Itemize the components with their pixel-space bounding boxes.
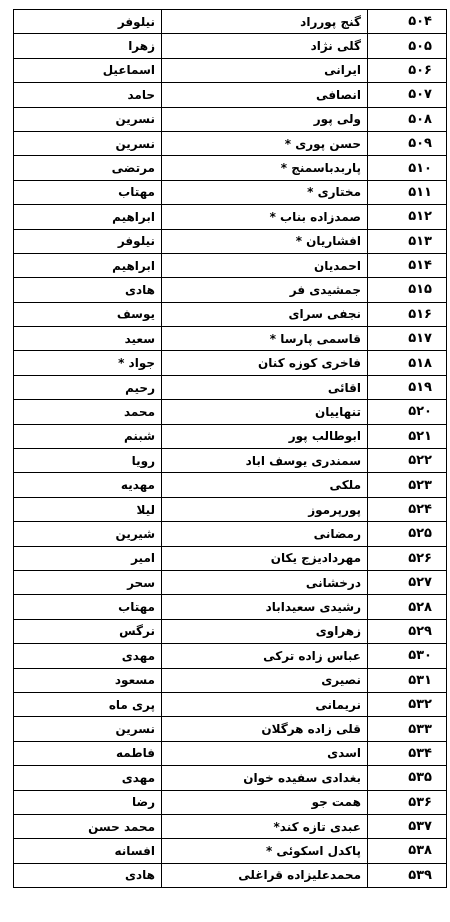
- row-number: ۵۰۴: [368, 10, 447, 34]
- row-number: ۵۳۸: [368, 839, 447, 863]
- first-name-cell: نسرین: [14, 107, 162, 131]
- first-name-cell: مرتضی: [14, 156, 162, 180]
- last-name-cell: صمدزاده بناب *: [162, 205, 368, 229]
- row-number: ۵۲۲: [368, 449, 447, 473]
- last-name-cell: اقائی: [162, 375, 368, 399]
- table-row: [14, 229, 447, 253]
- table-row: [14, 522, 447, 546]
- first-name-cell: رضا: [14, 790, 162, 814]
- first-name-cell: اسماعیل: [14, 58, 162, 82]
- first-name-cell: مسعود: [14, 668, 162, 692]
- table-row: [14, 400, 447, 424]
- row-number: ۵۳۶: [368, 790, 447, 814]
- last-name-cell: محمدعلیزاده قراغلی: [162, 863, 368, 887]
- roster-rows: [14, 10, 447, 888]
- table-row: [14, 180, 447, 204]
- first-name-cell: زهرا: [14, 34, 162, 58]
- table-row: [14, 278, 447, 302]
- row-number: ۵۲۶: [368, 546, 447, 570]
- last-name-cell: نجفی سرای: [162, 302, 368, 326]
- last-name-cell: قلی زاده هرگلان: [162, 717, 368, 741]
- row-number: ۵۳۳: [368, 717, 447, 741]
- last-name-cell: سمندری یوسف اباد: [162, 449, 368, 473]
- row-number: ۵۲۱: [368, 424, 447, 448]
- last-name-cell: اسدی: [162, 741, 368, 765]
- row-number: ۵۱۹: [368, 375, 447, 399]
- first-name-cell: مهدی: [14, 766, 162, 790]
- table-row: [14, 863, 447, 887]
- row-number: ۵۳۱: [368, 668, 447, 692]
- first-name-cell: لیلا: [14, 497, 162, 521]
- table-row: [14, 10, 447, 34]
- roster-table: [13, 9, 447, 888]
- first-name-cell: پری ماه: [14, 692, 162, 716]
- last-name-cell: نریمانی: [162, 692, 368, 716]
- last-name-cell: فاخری کوزه کنان: [162, 351, 368, 375]
- row-number: ۵۲۹: [368, 619, 447, 643]
- table-row: [14, 83, 447, 107]
- table-row: [14, 253, 447, 277]
- first-name-cell: یوسف: [14, 302, 162, 326]
- first-name-cell: نسرین: [14, 131, 162, 155]
- first-name-cell: فاطمه: [14, 741, 162, 765]
- table-row: [14, 375, 447, 399]
- row-number: ۵۳۷: [368, 814, 447, 838]
- table-row: [14, 351, 447, 375]
- row-number: ۵۳۰: [368, 644, 447, 668]
- roster-sheet: [13, 9, 443, 888]
- first-name-cell: محمد: [14, 400, 162, 424]
- table-row: [14, 107, 447, 131]
- last-name-cell: نصیری: [162, 668, 368, 692]
- first-name-cell: ابراهیم: [14, 253, 162, 277]
- last-name-cell: احمدیان: [162, 253, 368, 277]
- last-name-cell: قاسمی پارسا *: [162, 327, 368, 351]
- first-name-cell: مهدی: [14, 644, 162, 668]
- row-number: ۵۳۴: [368, 741, 447, 765]
- last-name-cell: عباس زاده ترکی: [162, 644, 368, 668]
- row-number: ۵۲۴: [368, 497, 447, 521]
- table-row: [14, 449, 447, 473]
- table-row: [14, 741, 447, 765]
- last-name-cell: مهردادیزج یکان: [162, 546, 368, 570]
- row-number: ۵۱۱: [368, 180, 447, 204]
- row-number: ۵۲۸: [368, 595, 447, 619]
- table-row: [14, 668, 447, 692]
- last-name-cell: رشیدی سعیداباد: [162, 595, 368, 619]
- last-name-cell: همت جو: [162, 790, 368, 814]
- first-name-cell: افسانه: [14, 839, 162, 863]
- row-number: ۵۰۸: [368, 107, 447, 131]
- first-name-cell: سحر: [14, 570, 162, 594]
- first-name-cell: نیلوفر: [14, 229, 162, 253]
- first-name-cell: مهدیه: [14, 473, 162, 497]
- last-name-cell: پاکدل اسکوئی *: [162, 839, 368, 863]
- first-name-cell: مهتاب: [14, 595, 162, 619]
- row-number: ۵۲۳: [368, 473, 447, 497]
- row-number: ۵۲۰: [368, 400, 447, 424]
- row-number: ۵۱۴: [368, 253, 447, 277]
- table-row: [14, 766, 447, 790]
- first-name-cell: مهتاب: [14, 180, 162, 204]
- table-row: [14, 595, 447, 619]
- table-row: [14, 644, 447, 668]
- last-name-cell: پاربدباسمنج *: [162, 156, 368, 180]
- table-row: [14, 58, 447, 82]
- first-name-cell: هادی: [14, 863, 162, 887]
- table-row: [14, 34, 447, 58]
- row-number: ۵۳۹: [368, 863, 447, 887]
- last-name-cell: درخشانی: [162, 570, 368, 594]
- last-name-cell: ولی پور: [162, 107, 368, 131]
- first-name-cell: رحیم: [14, 375, 162, 399]
- last-name-cell: پورپرموز: [162, 497, 368, 521]
- row-number: ۵۱۲: [368, 205, 447, 229]
- table-row: [14, 131, 447, 155]
- last-name-cell: تنهاییان: [162, 400, 368, 424]
- first-name-cell: شبنم: [14, 424, 162, 448]
- table-row: [14, 205, 447, 229]
- first-name-cell: سعید: [14, 327, 162, 351]
- first-name-cell: حامد: [14, 83, 162, 107]
- last-name-cell: زهراوی: [162, 619, 368, 643]
- first-name-cell: محمد حسن: [14, 814, 162, 838]
- last-name-cell: ابوطالب پور: [162, 424, 368, 448]
- row-number: ۵۱۳: [368, 229, 447, 253]
- table-row: [14, 424, 447, 448]
- table-row: [14, 327, 447, 351]
- row-number: ۵۰۶: [368, 58, 447, 82]
- first-name-cell: ابراهیم: [14, 205, 162, 229]
- table-row: [14, 839, 447, 863]
- row-number: ۵۲۵: [368, 522, 447, 546]
- table-row: [14, 546, 447, 570]
- row-number: ۵۳۲: [368, 692, 447, 716]
- last-name-cell: ایرانی: [162, 58, 368, 82]
- table-row: [14, 790, 447, 814]
- table-row: [14, 619, 447, 643]
- first-name-cell: امیر: [14, 546, 162, 570]
- first-name-cell: رویا: [14, 449, 162, 473]
- row-number: ۵۲۷: [368, 570, 447, 594]
- last-name-cell: عبدی تازه کند*: [162, 814, 368, 838]
- table-row: [14, 156, 447, 180]
- last-name-cell: بغدادی سفیده خوان: [162, 766, 368, 790]
- last-name-cell: انصافی: [162, 83, 368, 107]
- table-row: [14, 497, 447, 521]
- row-number: ۵۱۸: [368, 351, 447, 375]
- first-name-cell: نسرین: [14, 717, 162, 741]
- row-number: ۵۱۷: [368, 327, 447, 351]
- first-name-cell: نیلوفر: [14, 10, 162, 34]
- last-name-cell: ملکی: [162, 473, 368, 497]
- first-name-cell: نرگس: [14, 619, 162, 643]
- row-number: ۵۰۹: [368, 131, 447, 155]
- last-name-cell: گلی نژاد: [162, 34, 368, 58]
- last-name-cell: افشاریان *: [162, 229, 368, 253]
- table-row: [14, 570, 447, 594]
- table-row: [14, 302, 447, 326]
- row-number: ۵۱۵: [368, 278, 447, 302]
- row-number: ۵۳۵: [368, 766, 447, 790]
- last-name-cell: مختاری *: [162, 180, 368, 204]
- row-number: ۵۰۷: [368, 83, 447, 107]
- last-name-cell: جمشیدی فر: [162, 278, 368, 302]
- last-name-cell: گنج پورراد: [162, 10, 368, 34]
- table-row: [14, 814, 447, 838]
- first-name-cell: شیرین: [14, 522, 162, 546]
- row-number: ۵۱۶: [368, 302, 447, 326]
- row-number: ۵۱۰: [368, 156, 447, 180]
- last-name-cell: رمضانی: [162, 522, 368, 546]
- first-name-cell: هادی: [14, 278, 162, 302]
- last-name-cell: حسن پوری *: [162, 131, 368, 155]
- table-row: [14, 473, 447, 497]
- table-row: [14, 692, 447, 716]
- first-name-cell: جواد *: [14, 351, 162, 375]
- row-number: ۵۰۵: [368, 34, 447, 58]
- table-row: [14, 717, 447, 741]
